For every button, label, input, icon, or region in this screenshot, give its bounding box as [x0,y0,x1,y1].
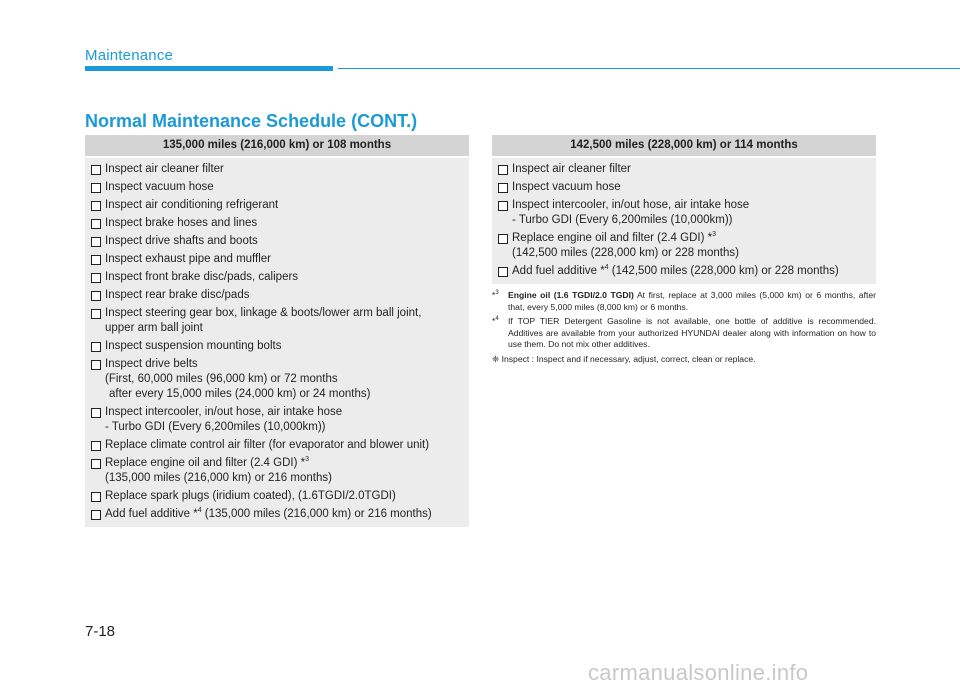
item-label: Inspect rear brake disc/pads [105,288,250,301]
checkbox-icon [91,408,101,418]
checklist-item [85,160,469,178]
checklist-item [85,505,469,523]
item-label: Replace spark plugs (iridium coated), (1.6TGDI/2.0TGDI) [105,489,396,502]
checklist-item [492,229,876,262]
item-interval: (142,500 miles (228,000 km) or 228 months) [608,264,839,277]
item-detail: upper arm ball joint [105,321,203,334]
checkbox-icon [91,309,101,319]
item-label: Add fuel additive * [512,264,605,277]
footnote-text: At first, replace at 3,000 miles (5,000 km) or 6 months, after that, every 5,000 miles (8,000 km) or 6 months. [508,290,876,312]
checkbox-icon [91,273,101,283]
footnote-ref: 3 [712,230,716,238]
item-detail: - Turbo GDI (Every 6,200miles (10,000km)) [105,420,326,433]
checkbox-icon [91,342,101,352]
inspect-note [492,354,876,366]
checklist-item [85,250,469,268]
checkbox-icon [91,360,101,370]
footnote-text: If TOP TIER Detergent Gasoline is not available, one bottle of additive is recommended. Additives are available from your authorized HYUNDAI dealer along with information on how to use them. Do not mix other additives. [508,316,876,349]
panel-body [492,158,876,284]
checkbox-icon [498,267,508,277]
checklist-item [85,454,469,487]
checkbox-icon [91,441,101,451]
item-label: Replace climate control air filter (for evaporator and blower unit) [105,438,430,451]
checkbox-icon [91,459,101,469]
checklist-item [85,286,469,304]
schedule-panel-135000 [85,135,469,527]
checklist-item [492,196,876,229]
item-label: Inspect drive shafts and boots [105,234,258,247]
section-title: Maintenance [85,47,174,64]
checklist-item [492,178,876,196]
item-detail: after every 15,000 miles (24,000 km) or 24 months) [109,387,371,400]
checklist-item [85,355,469,403]
item-detail: (First, 60,000 miles (96,000 km) or 72 months [105,372,338,385]
footnote-4 [492,316,876,351]
checklist-item [85,268,469,286]
item-label: Add fuel additive * [105,507,198,520]
checkbox-icon [91,492,101,502]
item-label: Replace engine oil and filter (2.4 GDI) * [512,231,713,244]
footnote-mark: *$^4$ [492,316,499,326]
item-label: Inspect steering gear box, linkage & boots/lower arm ball joint, [105,306,422,319]
footnote-ref: 3 [305,455,309,463]
item-label: Inspect intercooler, in/out hose, air intake hose [512,198,750,211]
footnote-ref: 4 [197,506,202,514]
checklist-item [85,403,469,436]
checkbox-icon [91,510,101,520]
checklist-item [85,214,469,232]
checkbox-icon [498,234,508,244]
checklist-item [85,487,469,505]
footnote-bold: Engine oil (1.6 TGDI/2.0 TGDI) [508,290,634,300]
checkbox-icon [91,237,101,247]
item-label: Inspect drive belts [105,357,198,370]
section-rule-thick [85,66,333,71]
item-detail: (135,000 miles (216,000 km) or 216 months) [105,471,332,484]
checklist-item [492,160,876,178]
schedule-panel-142500 [492,135,876,284]
checklist-item [492,262,876,280]
checklist-item [85,337,469,355]
item-label: Inspect exhaust pipe and muffler [105,252,272,265]
item-interval: (135,000 miles (216,000 km) or 216 months) [201,507,432,520]
panel-header: 135,000 miles (216,000 km) or 108 months [85,135,469,156]
checkbox-icon [498,183,508,193]
checklist-item [85,232,469,250]
item-label: Inspect intercooler, in/out hose, air intake hose [105,405,343,418]
footnote-mark: *$^3$ [492,290,499,300]
inspect-mark-icon: ❈ [492,353,500,364]
item-label: Inspect vacuum hose [512,180,621,193]
watermark: carmanualsonline.info [588,660,809,685]
item-label: Inspect air cleaner filter [105,162,224,175]
checkbox-icon [91,183,101,193]
footnotes [492,290,876,368]
page-number: 7-18 [85,623,116,640]
item-label: Inspect air conditioning refrigerant [105,198,279,211]
checkbox-icon [91,291,101,301]
checklist-item [85,304,469,337]
checkbox-icon [91,201,101,211]
footnote-ref: 4 [604,263,609,271]
checkbox-icon [91,255,101,265]
section-rule-thin [338,68,960,69]
checkbox-icon [91,219,101,229]
checkbox-icon [91,165,101,175]
item-label: Inspect brake hoses and lines [105,216,258,229]
panel-header: 142,500 miles (228,000 km) or 114 months [492,135,876,156]
item-label: Inspect air cleaner filter [512,162,631,175]
checkbox-icon [498,201,508,211]
item-label: Inspect suspension mounting bolts [105,339,282,352]
inspect-text: Inspect : Inspect and if necessary, adjust, correct, clean or replace. [499,353,756,364]
footnote-3 [492,290,876,313]
item-detail: (142,500 miles (228,000 km) or 228 months) [512,246,739,259]
item-label: Inspect front brake disc/pads, calipers [105,270,299,283]
checklist-item [85,196,469,214]
item-detail: - Turbo GDI (Every 6,200miles (10,000km)) [512,213,733,226]
panel-body [85,158,469,527]
checkbox-icon [498,165,508,175]
item-label: Replace engine oil and filter (2.4 GDI) * [105,456,306,469]
page-heading: Normal Maintenance Schedule (CONT.) [85,111,418,131]
checklist-item [85,436,469,454]
item-label: Inspect vacuum hose [105,180,214,193]
checklist-item [85,178,469,196]
